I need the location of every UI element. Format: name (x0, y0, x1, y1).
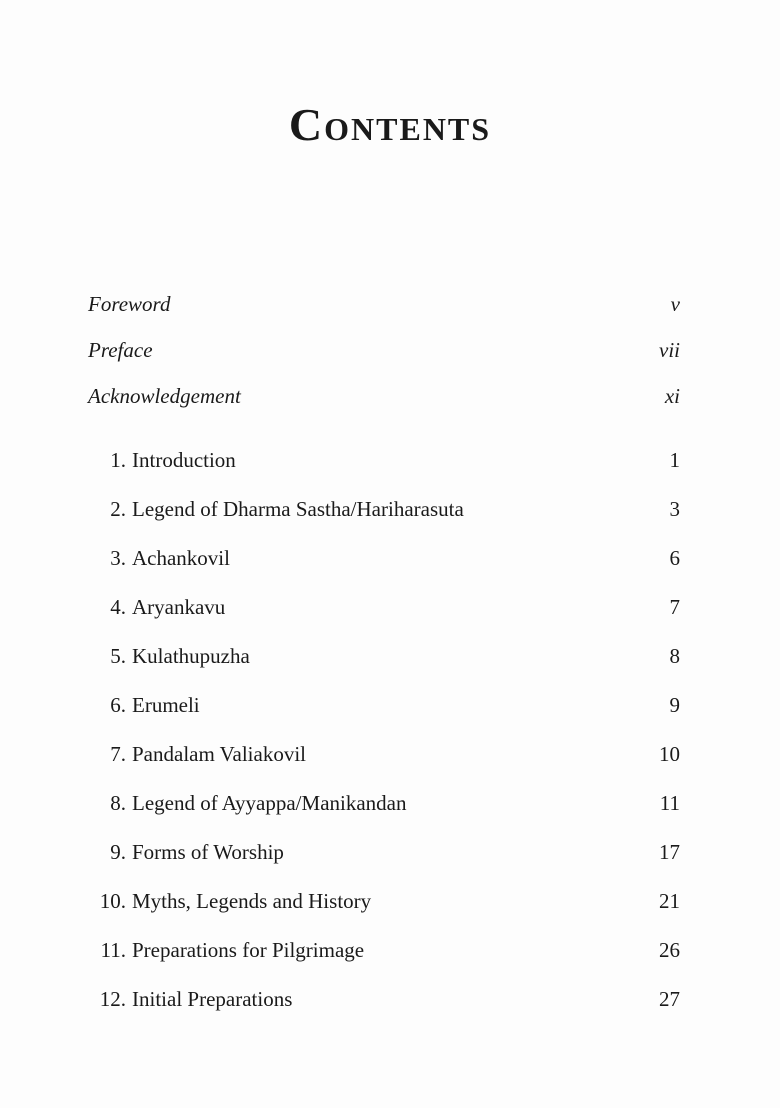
entry-label: Introduction (132, 448, 236, 472)
toc-entry (0, 742, 780, 772)
entry-label: Pandalam Valiakovil (132, 742, 306, 766)
toc-entry (0, 693, 780, 723)
entry-page: 11 (659, 791, 680, 815)
entry-label: Acknowledgement (88, 384, 241, 408)
entry-label: Erumeli (132, 693, 200, 717)
toc-entry (0, 448, 780, 478)
entry-label: Forms of Worship (132, 840, 284, 864)
entry-page: 7 (669, 595, 680, 619)
toc-entry (0, 546, 780, 576)
toc-entry (0, 292, 780, 322)
toc-entry (0, 595, 780, 625)
entry-number: 10. (99, 889, 126, 913)
toc-entry (0, 644, 780, 674)
entry-page: 10 (659, 742, 680, 766)
entry-page: vii (659, 338, 680, 362)
toc-entry (0, 840, 780, 870)
entry-number: 12. (99, 987, 126, 1011)
entry-number: 1. (110, 448, 126, 472)
entry-label: Preface (88, 338, 153, 362)
entry-label: Legend of Dharma Sastha/Hariharasuta (132, 497, 464, 521)
entry-page: xi (664, 384, 680, 408)
entry-number: 2. (110, 497, 126, 521)
entry-page: 9 (669, 693, 680, 717)
entry-label: Initial Preparations (132, 987, 293, 1011)
entry-page: v (670, 292, 680, 316)
entry-number: 7. (110, 742, 126, 766)
toc-entry (0, 338, 780, 368)
entry-page: 6 (669, 546, 680, 570)
toc-entry (0, 987, 780, 1017)
entry-page: 21 (659, 889, 680, 913)
page-title: Contents (288, 99, 492, 150)
toc-entry (0, 938, 780, 968)
entry-label: Kulathupuzha (132, 644, 250, 668)
entry-number: 5. (110, 644, 126, 668)
entry-label: Myths, Legends and History (132, 889, 372, 913)
entry-label: Achankovil (132, 546, 230, 570)
entry-number: 4. (110, 595, 126, 619)
entry-page: 27 (659, 987, 680, 1011)
entry-page: 3 (669, 497, 680, 521)
entry-label: Preparations for Pilgrimage (132, 938, 365, 962)
entry-page: 17 (659, 840, 680, 864)
entry-number: 9. (110, 840, 126, 864)
toc-entry (0, 791, 780, 821)
entry-label: Legend of Ayyappa/Manikandan (132, 791, 407, 815)
entry-page: 26 (659, 938, 680, 962)
toc-entry (0, 497, 780, 527)
entry-page: 1 (669, 448, 680, 472)
entry-number: 8. (110, 791, 126, 815)
entry-number: 3. (110, 546, 126, 570)
toc-entry (0, 384, 780, 414)
entry-label: Foreword (88, 292, 171, 316)
entry-number: 11. (100, 938, 126, 962)
entry-page: 8 (669, 644, 680, 668)
entry-label: Aryankavu (132, 595, 226, 619)
toc-entry (0, 889, 780, 919)
entry-number: 6. (110, 693, 126, 717)
